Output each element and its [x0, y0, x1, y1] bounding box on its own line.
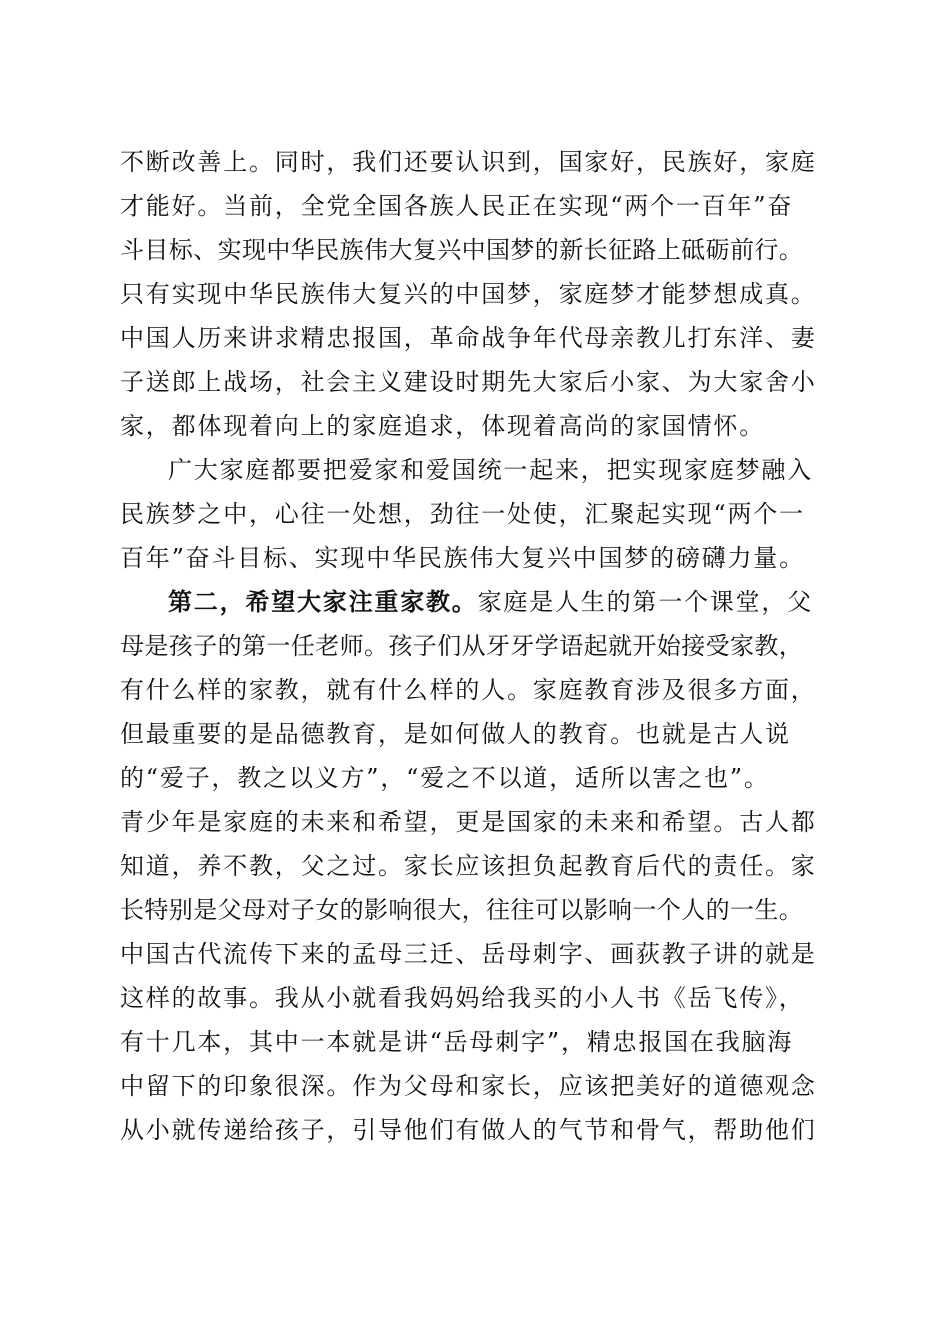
para3-line-4: 但最重要的是品德教育，是如何做人的教育。也就是古人说 — [120, 720, 791, 748]
para3-bold-lead: 第二，希望大家注重家教。 — [168, 587, 478, 616]
para3-line-10: 这样的故事。我从小就看我妈妈给我买的小人书《岳飞传》， — [120, 984, 805, 1012]
para2-line-1: 广大家庭都要把爱家和爱国统一起来，把实现家庭梦融入 — [168, 456, 813, 484]
para3-line-6: 青少年是家庭的未来和希望，更是国家的未来和希望。古人都 — [120, 808, 817, 836]
para2-line-3: 百年”奋斗目标、实现中华民族伟大复兴中国梦的磅礴力量。 — [120, 544, 805, 572]
para3-line-2: 母是孩子的第一任老师。孩子们从牙牙学语起就开始接受家教， — [120, 632, 804, 660]
para3-line-5: 的“爱子，教之以义方”，“爱之不以道，适所以害之也”。 — [120, 764, 770, 792]
para3-line-9: 中国古代流传下来的孟母三迁、岳母刺字、画荻教子讲的就是 — [120, 940, 817, 968]
para3-line-13: 从小就传递给孩子，引导他们有做人的气节和骨气，帮助他们 — [120, 1116, 817, 1144]
para3-first-line-rest: 家庭是人生的第一个课堂，父 — [477, 588, 814, 616]
para3-line-7: 知道，养不教，父之过。家长应该担负起教育后代的责任。家 — [120, 852, 817, 880]
para2-line-2: 民族梦之中，心往一处想，劲往一处使，汇聚起实现“两个一 — [120, 500, 805, 528]
para1-line-2: 才能好。当前，全党全国各族人民正在实现“两个一百年”奋 — [120, 192, 794, 220]
para3-line-3: 有什么样的家教，就有什么样的人。家庭教育涉及很多方面， — [120, 676, 817, 704]
para1-line-4: 只有实现中华民族伟大复兴的中国梦，家庭梦才能梦想成真。 — [120, 280, 817, 308]
para3-line-1 — [120, 580, 840, 624]
para3-line-11: 有十几本，其中一本就是讲“岳母刺字”，精忠报国在我脑海 — [120, 1028, 794, 1056]
para1-line-1: 不断改善上。同时，我们还要认识到，国家好，民族好，家庭 — [120, 148, 817, 176]
para1-line-5: 中国人历来讲求精忠报国，革命战争年代母亲教儿打东洋、妻 — [120, 324, 817, 352]
para3-line-8: 长特别是父母对子女的影响很大，往往可以影响一个人的一生。 — [120, 896, 804, 924]
body-text — [120, 140, 840, 1152]
para3-line-12: 中留下的印象很深。作为父母和家长，应该把美好的道德观念 — [120, 1072, 817, 1100]
para1-line-6: 子送郎上战场，社会主义建设时期先大家后小家、为大家舍小 — [120, 368, 817, 396]
para1-line-7: 家，都体现着向上的家庭追求，体现着高尚的家国情怀。 — [120, 412, 765, 440]
para1-line-3: 斗目标、实现中华民族伟大复兴中国梦的新长征路上砥砺前行。 — [120, 236, 804, 264]
